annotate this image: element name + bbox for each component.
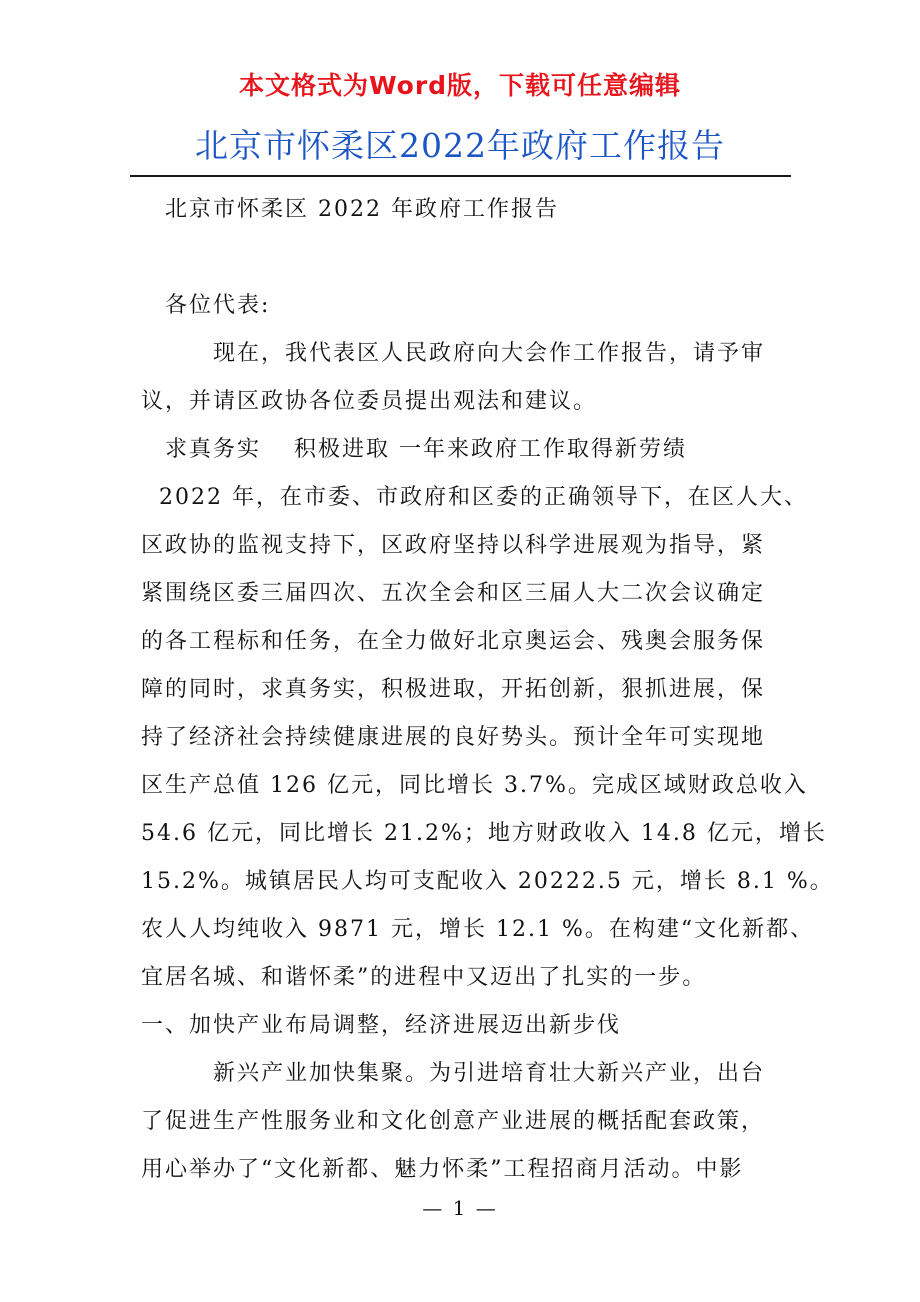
paragraph-line: 用心举办了“文化新都、魅力怀柔”工程招商月活动。中影 bbox=[141, 1157, 744, 1182]
paragraph-line: 了促进生产性服务业和文化创意产业进展的概括配套政策， bbox=[141, 1109, 766, 1134]
format-banner: 本文格式为Word版，下载可任意编辑 bbox=[238, 71, 682, 100]
paragraph-line: 紧围绕区委三届四次、五次全会和区三届人大二次会议确定 bbox=[141, 581, 766, 606]
section-heading: 求真务实 积极进取 一年来政府工作取得新劳绩 bbox=[165, 437, 687, 462]
document-body bbox=[141, 186, 834, 1194]
paragraph-line: 2022 年，在市委、市政府和区委的正确领导下，在区人大、 bbox=[159, 485, 808, 510]
paragraph-line: 54.6 亿元，同比增长 21.2%；地方财政收入 14.8 亿元，增长 bbox=[141, 821, 827, 846]
page-number: — 1 — bbox=[422, 1196, 498, 1220]
paragraph-line: 宜居名城、和谐怀柔”的进程中又迈出了扎实的一步。 bbox=[141, 965, 707, 990]
document-title: 北京市怀柔区2022年政府工作报告 bbox=[195, 126, 725, 165]
paragraph-line: 农人人均纯收入 9871 元，增长 12.1 %。在构建“文化新都、 bbox=[141, 917, 815, 942]
paragraph-line: 障的同时，求真务实，积极进取，开拓创新，狠抓进展，保 bbox=[141, 677, 766, 702]
paragraph-line: 的各工程标和任务，在全力做好北京奥运会、残奥会服务保 bbox=[141, 629, 766, 654]
salutation: 各位代表: bbox=[165, 293, 271, 318]
title-divider bbox=[130, 175, 791, 177]
paragraph-line: 15.2%。城镇居民人均可支配收入 20222.5 元，增长 8.1 %。 bbox=[141, 869, 834, 894]
paragraph-line: 区政协的监视支持下，区政府坚持以科学进展观为指导，紧 bbox=[141, 533, 766, 558]
paragraph-line: 区生产总值 126 亿元，同比增长 3.7%。完成区域财政总收入 bbox=[141, 773, 808, 798]
blank-line bbox=[141, 234, 791, 282]
paragraph-line: 持了经济社会持续健康进展的良好势头。预计全年可实现地 bbox=[141, 725, 766, 750]
section-heading: 一、加快产业布局调整，经济进展迈出新步伐 bbox=[141, 1013, 622, 1038]
paragraph-line: 新兴产业加快集聚。为引进培育壮大新兴产业，出台 bbox=[213, 1061, 766, 1086]
paragraph-line: 议，并请区政协各位委员提出观法和建议。 bbox=[141, 389, 598, 414]
paragraph-line: 现在，我代表区人民政府向大会作工作报告，请予审 bbox=[213, 341, 766, 366]
subtitle-line: 北京市怀柔区 2022 年政府工作报告 bbox=[165, 197, 559, 222]
